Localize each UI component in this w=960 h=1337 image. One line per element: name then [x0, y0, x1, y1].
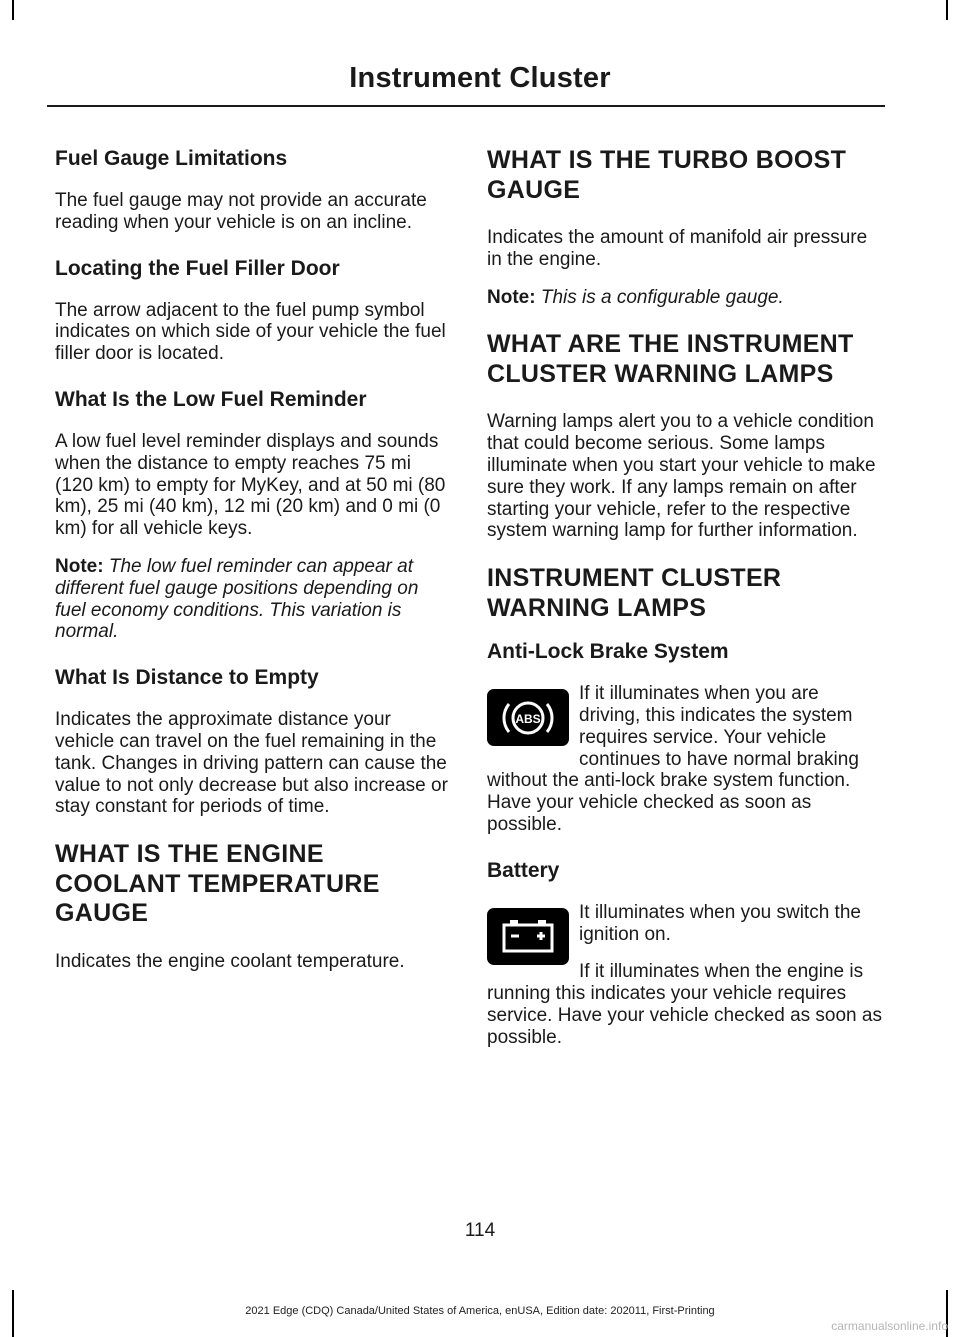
abs-warning-icon: [487, 689, 569, 746]
body-fuel-gauge-limitations: The fuel gauge may not provide an accurate reading when your vehicle is on an incline.: [55, 190, 427, 233]
watermark: carmanualsonline.info: [831, 1319, 948, 1333]
heading-fuel-gauge-limitations: Fuel Gauge Limitations: [55, 147, 288, 170]
body-coolant-gauge: Indicates the engine coolant temperature.: [55, 950, 405, 972]
body-distance-to-empty: Indicates the approximate distance your vehicle can travel on the fuel remaining in the tank. Changes in driving pattern can cause the value to not only decrease but also increase or stay constant for periods of time.: [55, 709, 448, 818]
heading-turbo-gauge: WHAT IS THE TURBO BOOST GAUGE: [487, 146, 847, 204]
body-low-fuel-reminder: A low fuel level reminder displays and sounds when the distance to empty reaches 75 mi (120 km) to empty for MyKey, and at 50 mi (80 km), 25 mi (40 km), 12 mi (20 km) and 0 mi (0 km) for all vehicle keys.: [55, 430, 446, 540]
battery-lamp-block: [487, 902, 882, 1065]
body-abs: If it illuminates when you are driving, this indicates the system requires service. Your vehicle continues to have normal braking without the anti-lock brake system function. Have your vehicle checked as soon as possible.: [487, 683, 859, 835]
note-text: The low fuel reminder can appear at different fuel gauge positions depending on fuel economy conditions. This variation is normal.: [55, 555, 419, 643]
abs-icon-text: ABS: [515, 711, 541, 726]
right-column: [487, 146, 882, 1065]
note-label: Note:: [55, 555, 104, 577]
heading-fuel-filler-door: Locating the Fuel Filler Door: [55, 256, 340, 280]
heading-warning-lamps-intro: WHAT ARE THE INSTRUMENT CLUSTER WARNING LAMPS: [487, 330, 854, 388]
body-fuel-filler-door: The arrow adjacent to the fuel pump symbol indicates on which side of your vehicle the fuel filler door is located.: [55, 299, 446, 365]
body-battery-2: If it illuminates when the engine is running this indicates your vehicle requires service. Have your vehicle checked as soon as possible.: [487, 961, 882, 1048]
note-low-fuel-reminder: [55, 556, 450, 643]
heading-distance-to-empty: What Is Distance to Empty: [55, 666, 319, 690]
heading-abs: Anti-Lock Brake System: [487, 640, 729, 664]
heading-warning-lamps: INSTRUMENT CLUSTER WARNING LAMPS: [487, 564, 782, 622]
page-header: [0, 62, 960, 95]
footer-edition: 2021 Edge (CDQ) Canada/United States of America, enUSA, Edition date: 202011, First-Printing: [245, 1305, 715, 1317]
body-turbo-gauge: Indicates the amount of manifold air pressure in the engine.: [487, 227, 868, 270]
heading-coolant-gauge: WHAT IS THE ENGINE COOLANT TEMPERATURE GAUGE: [55, 840, 380, 928]
note-text: This is a configurable gauge.: [540, 286, 784, 308]
left-column: [55, 146, 450, 988]
note-label: Note:: [487, 286, 536, 308]
abs-lamp-block: [487, 683, 882, 852]
crop-mark-top-right: [946, 0, 948, 20]
heading-battery: Battery: [487, 858, 560, 882]
header-rule: [47, 105, 885, 107]
page-title: Instrument Cluster: [349, 62, 611, 94]
crop-mark-top-left: [12, 0, 14, 20]
note-turbo-gauge: [487, 287, 882, 309]
body-battery-1: It illuminates when you switch the ignition on.: [579, 901, 861, 945]
battery-warning-icon: [487, 908, 569, 965]
page-number: 114: [464, 1220, 496, 1241]
heading-low-fuel-reminder: What Is the Low Fuel Reminder: [55, 387, 367, 411]
body-warning-lamps-intro: Warning lamps alert you to a vehicle condition that could become serious. Some lamps illuminate when you start your vehicle to make sure they work. If any lamps remain on after starting your vehicle, refer to the respective system warning lamp for further information.: [487, 411, 876, 542]
